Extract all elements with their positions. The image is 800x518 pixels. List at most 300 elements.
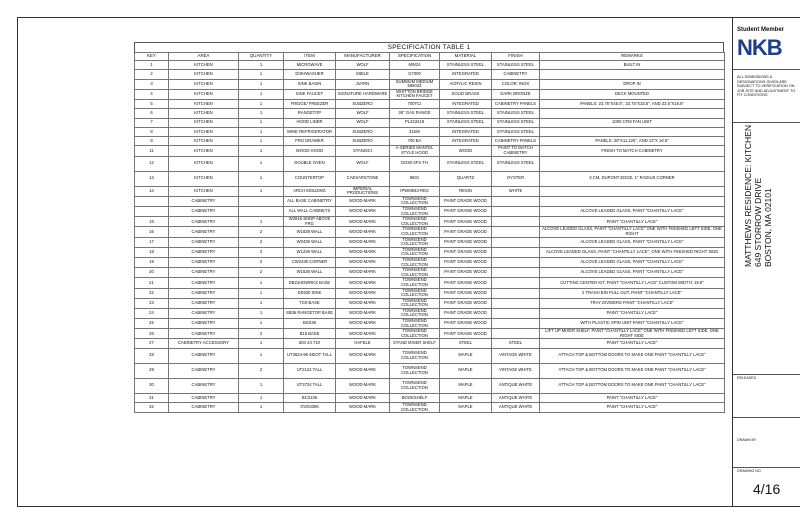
table-cell: TOWNSEND COLLECTION [390, 268, 440, 278]
table-cell: ALL BASE CABINETRY [284, 196, 336, 206]
table-cell: ALCOVE LEADED GLASS, PAINT "CHANTILLY LACE" [540, 237, 725, 247]
table-cell: ANTIQUE WHITE [492, 403, 540, 413]
table-cell: DOUBLE OVEN [284, 156, 336, 171]
table-cell: 20 [135, 268, 169, 278]
table-cell: ANTIQUE WHITE [492, 393, 540, 402]
table-cell [492, 278, 540, 288]
column-header: ITEM [284, 53, 336, 61]
table-cell: KITCHEN [169, 137, 239, 146]
table-cell: STANISCI [336, 146, 390, 156]
table-cell: 1 [239, 339, 284, 348]
table-cell: 4 [135, 89, 169, 99]
table-row [135, 79, 725, 89]
table-cell: 1 [135, 61, 169, 70]
table-cell [492, 329, 540, 339]
table-cell: SINK FAUCET [284, 89, 336, 99]
table-cell: DB21HDWRKS BASE [284, 278, 336, 288]
table-cell: DROP IN [540, 79, 725, 89]
table-cell: CABINETRY [169, 298, 239, 308]
table-cell: SUBZERO [336, 127, 390, 136]
table-row [135, 237, 725, 247]
table-cell: WOLF [336, 109, 390, 118]
table-cell: PANELS: 23.75"X45.5", 23.75"X33.5", AND 23.5"X16.6" [540, 99, 725, 108]
table-row [135, 118, 725, 127]
table-cell: PAINT GRADE WOOD [440, 196, 492, 206]
table-body [135, 61, 725, 413]
table-cell: CABINETRY [492, 70, 540, 79]
table-row [135, 156, 725, 171]
column-header: REMARKS [540, 53, 725, 61]
table-cell: 27 [135, 339, 169, 348]
project-street: 649 STORROW DRIVE [753, 177, 763, 267]
table-cell: TOWNSEND COLLECTION [390, 298, 440, 308]
table-cell: ACRYLIC RESIN [440, 79, 492, 89]
table-cell: WOLF [336, 118, 390, 127]
table-cell: STAINLESS STEEL [440, 61, 492, 70]
table-cell: TOWNSEND COLLECTION [390, 288, 440, 298]
table-cell: 12 [135, 156, 169, 171]
table-cell: KITCHEN [169, 109, 239, 118]
table-cell: DS530 SINK [284, 288, 336, 298]
table-cell: 32 [135, 403, 169, 413]
table-cell: STAINLESS STEEL [492, 156, 540, 171]
table-cell: 1 [239, 109, 284, 118]
table-cell: TOWNSEND COLLECTION [390, 329, 440, 339]
table-cell: FINISH TO MATCH CABINETRY [540, 146, 725, 156]
column-header: SPECIFICATION [390, 53, 440, 61]
table-cell: ARCH MOLDING [284, 186, 336, 196]
table-cell: WOOD-MARK [336, 319, 390, 329]
table-row [135, 217, 725, 227]
table-cell: 1 [239, 79, 284, 89]
table-cell: 9601 [390, 171, 440, 186]
table-cell: 3 [135, 79, 169, 89]
table-cell: CABINETRY [169, 227, 239, 237]
table-cell: KITCHEN [169, 99, 239, 108]
table-cell: 3 CM, DUPONT EDGE, 1" RADIUS CORNER [540, 171, 725, 186]
table-cell [239, 207, 284, 217]
table-row [135, 137, 725, 146]
table-cell: WOOD [440, 146, 492, 156]
table-cell: CABINETRY PANELS [492, 137, 540, 146]
table-cell: STAINLESS STEEL [492, 61, 540, 70]
table-cell: WOLF [336, 61, 390, 70]
table-cell: PAINT GRADE WOOD [440, 268, 492, 278]
table-cell [492, 257, 540, 267]
table-cell: KITCHEN [169, 61, 239, 70]
table-cell: TOWNSEND COLLECTION [390, 403, 440, 413]
table-cell [540, 109, 725, 118]
table-cell: PAINT GRADE WOOD [440, 217, 492, 227]
column-header: KEY [135, 53, 169, 61]
table-cell: TRAY DIVIDERS PAINT "CHANTILLY LACE" [540, 298, 725, 308]
table-row [135, 268, 725, 278]
table-cell: WOOD-MARK [336, 288, 390, 298]
table-row [135, 247, 725, 257]
table-cell: 1 [239, 288, 284, 298]
table-cell: CUTTING CENTER KIT, PAINT "CHANTILLY LACE" CUSTOM WIDTH: 19.5" [540, 278, 725, 288]
table-cell: VINTAGE WHITE [492, 363, 540, 378]
table-cell: UT2124 TALL [284, 363, 336, 378]
table-cell: 1 [239, 186, 284, 196]
table-row [135, 257, 725, 267]
table-cell: KITCHEN [169, 156, 239, 171]
table-cell [239, 196, 284, 206]
table-cell: PAINT GRADE WOOD [440, 237, 492, 247]
table-cell: KITCHEN [169, 146, 239, 156]
table-cell: 13 [135, 171, 169, 186]
table-cell: 23 [135, 298, 169, 308]
table-cell: PAINT GRADE WOOD [440, 298, 492, 308]
table-cell: PAINT "CHANTILLY LACE" [540, 393, 725, 402]
sheet-number: 4/16 [753, 481, 781, 497]
table-cell: PAINT "CHANTILLY LACE" [540, 217, 725, 227]
table-cell: PAINT GRADE WOOD [440, 308, 492, 318]
specification-table-container [134, 42, 724, 413]
table-cell: CABINETRY [169, 278, 239, 288]
divider [733, 69, 800, 70]
table-cell: 22 [135, 288, 169, 298]
table-cell: UT3724 TALL [284, 378, 336, 393]
table-cell: CABINETRY [169, 288, 239, 298]
table-cell: HOOD LINER [284, 118, 336, 127]
divider [733, 374, 800, 375]
table-cell: 2 [239, 227, 284, 237]
table-row [135, 127, 725, 136]
table-cell: 1 [239, 137, 284, 146]
table-cell: 16 [135, 227, 169, 237]
column-header: QUANTITY [239, 53, 284, 61]
table-header-row [135, 53, 725, 61]
table-cell [492, 268, 540, 278]
table-cell: STEEL [492, 339, 540, 348]
table-cell: PANELS: 26"X11.125", AND 13"X 16.5" [540, 137, 725, 146]
table-cell: JVARN [336, 79, 390, 89]
table-cell: KITCHEN [169, 89, 239, 99]
table-cell: 700TCI [390, 99, 440, 108]
table-cell: BSS36 [284, 319, 336, 329]
disclaimer-notes: ALL DIMENSIONS & DESIGNATIONS GIVEN ARE SUBJECT TO VERIFICATION ON JOB SITE AND ADJUSTMENT TO FIT CONDITIONS [737, 75, 796, 98]
table-cell: 8 [135, 127, 169, 136]
table-row [135, 363, 725, 378]
table-cell: 1 [239, 99, 284, 108]
table-cell: WOLF [336, 156, 390, 171]
table-cell: 18 [135, 247, 169, 257]
table-row [135, 288, 725, 298]
table-cell: VINTAGE WHITE [492, 348, 540, 363]
table-cell: 7 [135, 118, 169, 127]
table-row [135, 298, 725, 308]
table-row [135, 403, 725, 413]
table-cell: WINE REFRIGERATOR [284, 127, 336, 136]
table-cell: STAINLESS STEEL [492, 118, 540, 127]
table-cell: PAINT GRADE WOOD [440, 288, 492, 298]
table-title: SPECIFICATION TABLE 1 [134, 42, 724, 52]
table-cell: OYSTER [492, 171, 540, 186]
table-cell: RANGETOP [284, 109, 336, 118]
table-cell: 1 [239, 278, 284, 288]
table-cell: A-SERIES MANTEL STYLE HOOD [390, 146, 440, 156]
table-cell [540, 196, 725, 206]
table-cell: 2 [239, 257, 284, 267]
table-cell: ATTACH TOP & BOTTOM DOORS TO MAKE ONE PAINT "CHANTILLY LACE" [540, 378, 725, 393]
table-cell: IMPERIAL PRODUCTIONS [336, 186, 390, 196]
table-cell: ALCOVE LEADED GLASS, PAINT "CHANTILLY LACE" [540, 257, 725, 267]
table-row [135, 146, 725, 156]
table-cell: TOWNSEND COLLECTION [390, 247, 440, 257]
table-cell: 2 [239, 329, 284, 339]
table-cell: CABINETRY ACCESSORY [169, 339, 239, 348]
table-row [135, 329, 725, 339]
table-cell: STAND MIXER SHELF [390, 339, 440, 348]
table-cell: 5 [135, 99, 169, 108]
table-cell: RESIN [440, 186, 492, 196]
table-cell: LIFT UP MIXER SHELF, PAINT "CHANTILLY LACE" ONE WITH FINISHED LEFT SIDE, ONE RIGHT SIDE [540, 329, 725, 339]
table-cell: WOOD-MARK [336, 363, 390, 378]
project-name: MATTHEWS RESIDENCE: KITCHEN [743, 125, 753, 267]
table-cell: 21 [135, 278, 169, 288]
table-cell: TG9 BASE [284, 298, 336, 308]
table-cell: PAINT GRADE WOOD [440, 319, 492, 329]
table-cell: STEEL [440, 339, 492, 348]
table-cell: 1 [239, 378, 284, 393]
table-cell: HAFELE [336, 339, 390, 348]
table-cell: WOOD-MARK [336, 207, 390, 217]
table-cell: SUBZERO [336, 137, 390, 146]
table-row [135, 348, 725, 363]
table-row [135, 171, 725, 186]
table-cell: 1 [239, 393, 284, 402]
table-cell [492, 308, 540, 318]
table-row [135, 278, 725, 288]
table-cell [492, 217, 540, 227]
table-cell: KITCHEN [169, 186, 239, 196]
table-cell: KITCHEN [169, 171, 239, 186]
table-cell: WOOD-MARK [336, 196, 390, 206]
table-cell: 36" GAS RANGE [390, 109, 440, 118]
table-cell: MIELE [336, 70, 390, 79]
table-cell: TOWNSEND COLLECTION [390, 207, 440, 217]
table-cell: STAINLESS STEEL [440, 156, 492, 171]
table-row [135, 378, 725, 393]
table-cell: STAINLESS STEEL [492, 109, 540, 118]
table-cell: KITCHEN [169, 70, 239, 79]
table-cell: 1 [239, 319, 284, 329]
table-cell: 1000 CFM FAN UNIT [540, 118, 725, 127]
table-cell: KITCHEN [169, 79, 239, 89]
table-cell: OVD3396 [284, 403, 336, 413]
table-cell: KITCHEN [169, 118, 239, 127]
table-cell: 2 TRASH BIN PULL OUT, PAINT "CHANTILLY LACE" [540, 288, 725, 298]
table-cell: CABINETRY [169, 363, 239, 378]
table-cell [540, 127, 725, 136]
table-cell: WITH PLASTIC SPIN UNIT PAINT "CHANTILLY LACE" [540, 319, 725, 329]
table-cell: WOOD-MARK [336, 308, 390, 318]
table-cell: CABINETRY [169, 257, 239, 267]
table-cell [135, 196, 169, 206]
table-cell: 1 [239, 217, 284, 227]
table-cell: TOWNSEND COLLECTION [390, 227, 440, 237]
table-cell: MW24 [390, 61, 440, 70]
table-cell: 1 [239, 118, 284, 127]
table-cell: WOOD-MARK [336, 247, 390, 257]
table-cell: WOOD-MARK [336, 227, 390, 237]
table-cell: TOWNSEND COLLECTION [390, 363, 440, 378]
table-row [135, 89, 725, 99]
table-cell: CABINETRY [169, 196, 239, 206]
table-cell: PAINT TO MATCH CABINETRY [492, 146, 540, 156]
table-cell [540, 156, 725, 171]
table-cell: 1 [239, 156, 284, 171]
table-cell: CABINETRY [169, 308, 239, 318]
table-cell: 17 [135, 237, 169, 247]
table-cell: 24 [135, 308, 169, 318]
table-cell: W0436 WALL [284, 237, 336, 247]
table-cell: COLOR: INOX [492, 79, 540, 89]
table-row [135, 186, 725, 196]
table-cell: TOWNSEND COLLECTION [390, 257, 440, 267]
table-cell: 30 [135, 378, 169, 393]
table-cell: W1836 WALL [284, 227, 336, 237]
table-cell: 2 [239, 268, 284, 278]
table-cell: WOOD-MARK [336, 268, 390, 278]
table-cell: BUILT IN [540, 61, 725, 70]
table-cell: PAINT GRADE WOOD [440, 278, 492, 288]
table-cell: PAINT GRADE WOOD [440, 329, 492, 339]
table-cell: FRG DRAWER [284, 137, 336, 146]
title-block [732, 17, 800, 507]
table-cell: 1 [239, 89, 284, 99]
table-cell: ATTACH TOP & BOTTOM DOORS TO MAKE ONE PAINT "CHANTILLY LACE" [540, 363, 725, 378]
table-cell: TOWNSEND COLLECTION [390, 196, 440, 206]
table-cell: SOLID BRASS [440, 89, 492, 99]
table-cell: BOOKSHELF [390, 393, 440, 402]
table-cell: MAPLE [440, 403, 492, 413]
table-cell: INTEGRATED [440, 137, 492, 146]
table-cell: SUBZERO [336, 99, 390, 108]
table-cell: 1 [239, 70, 284, 79]
table-cell: IPWM943-RES [390, 186, 440, 196]
member-label: Student Member [737, 27, 785, 33]
table-cell: KITCHEN [169, 127, 239, 136]
table-cell: BC3136 [284, 393, 336, 402]
table-cell: WOOD-MARK [336, 217, 390, 227]
table-cell: MICROWAVE [284, 61, 336, 70]
table-cell: DARK BRONZE [492, 89, 540, 99]
table-cell: ALL WALL CABINETS [284, 207, 336, 217]
table-cell: TOWNSEND COLLECTION [390, 278, 440, 288]
table-cell [492, 227, 540, 237]
table-cell: WOOD HOOD [284, 146, 336, 156]
table-cell: 6 [135, 109, 169, 118]
table-cell: SUMMUM MEDIUM 565043 [390, 79, 440, 89]
table-cell: W1536 WALL [284, 268, 336, 278]
table-cell: ANTIQUE WHITE [492, 378, 540, 393]
table-cell: MAPLE [440, 348, 492, 363]
table-cell [492, 207, 540, 217]
table-cell: 1 [239, 298, 284, 308]
table-cell: 28 [135, 348, 169, 363]
table-cell: W3915-SHDP ABOVE FRG [284, 217, 336, 227]
table-cell: ALCOVE LEADED GLASS, PAINT "CHANTILLY LACE" [540, 207, 725, 217]
table-cell: TOWNSEND COLLECTION [390, 217, 440, 227]
table-row [135, 99, 725, 108]
table-cell: PAINT "CHANTILLY LACE" [540, 308, 725, 318]
table-cell: G7300 [390, 70, 440, 79]
table-cell: 1 [239, 146, 284, 156]
table-cell: 2 [239, 237, 284, 247]
table-cell: INTEGRATED [440, 99, 492, 108]
table-cell: WHITE [492, 186, 540, 196]
table-cell: 11 [135, 146, 169, 156]
table-row [135, 319, 725, 329]
table-cell: SB36 RANGETOP BASE [284, 308, 336, 318]
table-cell: WOOD-MARK [336, 298, 390, 308]
table-cell: 14 [135, 186, 169, 196]
table-cell: DO30-2FS-TH [390, 156, 440, 171]
table-cell: ATTACH TOP & BOTTOM DOORS TO MAKE ONE PAINT "CHANTILLY LACE" [540, 348, 725, 363]
table-cell [492, 247, 540, 257]
table-row [135, 207, 725, 217]
table-cell: CABINETRY [169, 319, 239, 329]
table-cell: PAINT GRADE WOOD [440, 257, 492, 267]
table-cell [135, 207, 169, 217]
table-cell: STAINLESS STEEL [440, 118, 492, 127]
table-cell: ALCOVE LEADED GLASS, PAINT "CHANTILLY LACE" ONE WITH FINISHED LEFT SIDE, ONE RIGHT [540, 227, 725, 237]
table-cell: UT3624-96 4EIOT TALL [284, 348, 336, 363]
specification-table [134, 52, 725, 413]
table-cell: CAESARSTONE [336, 171, 390, 186]
project-city: BOSTON, MA 02101 [763, 188, 773, 267]
table-cell: CABINETRY [169, 348, 239, 363]
table-cell: MAPLE [440, 363, 492, 378]
table-cell: 26 [135, 329, 169, 339]
table-cell: WOOD-MARK [336, 348, 390, 363]
released-label: RELEASED [737, 376, 757, 380]
table-cell: TOWNSEND COLLECTION [390, 348, 440, 363]
table-cell [492, 237, 540, 247]
table-cell: WOOD-MARK [336, 329, 390, 339]
table-cell: WOOD-MARK [336, 237, 390, 247]
table-cell: ALCOVE LEADED GLASS, PAINT "CHANTILLY LACE", ONE WITH FINISHED RIGHT SIDE [540, 247, 725, 257]
table-cell: TOWNSEND COLLECTION [390, 319, 440, 329]
table-cell: 1 [239, 403, 284, 413]
table-cell: PAINT GRADE WOOD [440, 227, 492, 237]
table-cell [492, 298, 540, 308]
table-cell: INTEGRATED [440, 70, 492, 79]
divider [733, 467, 800, 468]
table-cell: WOOD-MARK [336, 278, 390, 288]
table-cell [540, 186, 725, 196]
nkba-logo: NKB [737, 35, 782, 60]
drawn-by-label: DRAWN BY [737, 438, 757, 442]
table-cell [492, 196, 540, 206]
table-cell: CABINETRY [169, 217, 239, 227]
table-cell: 2 [135, 70, 169, 79]
table-cell: 2 [239, 363, 284, 378]
table-cell: 19 [135, 257, 169, 267]
table-cell: 15 [135, 217, 169, 227]
table-cell: TOWNSEND COLLECTION [390, 308, 440, 318]
table-cell: STAINLESS STEEL [440, 109, 492, 118]
table-cell: STAINLESS STEEL [492, 127, 540, 136]
table-cell: MAPLE [440, 378, 492, 393]
table-cell: CABINETRY [169, 329, 239, 339]
table-cell: PAINT GRADE WOOD [440, 247, 492, 257]
column-header: MATERIAL [440, 53, 492, 61]
table-cell: WHITTON BRIDGE KITCHEN FAUCET [390, 89, 440, 99]
table-cell: 315W [390, 127, 440, 136]
